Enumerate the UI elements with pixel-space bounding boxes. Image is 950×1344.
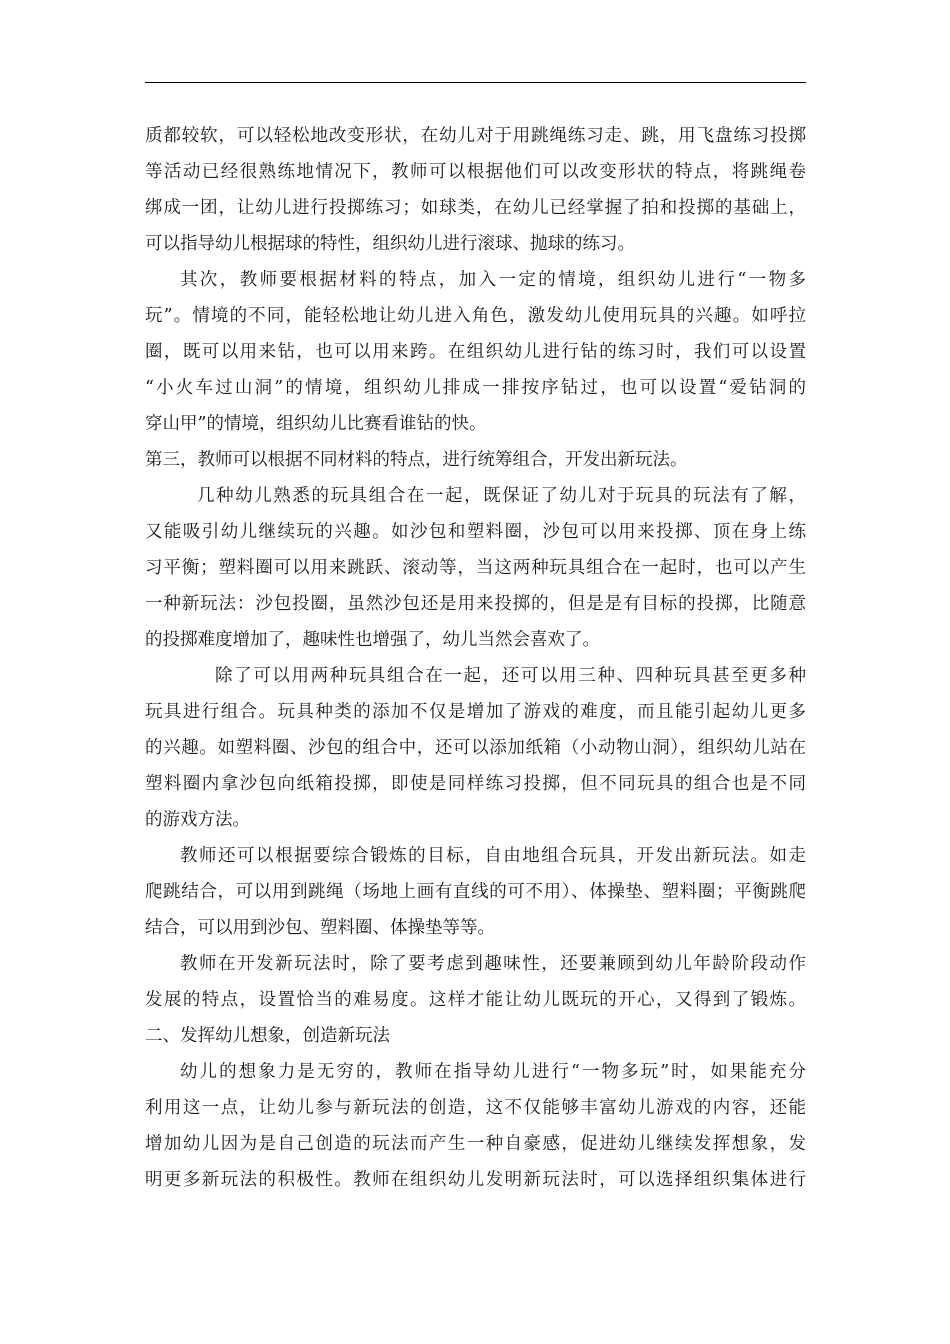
header-rule: [145, 82, 806, 83]
text-line: “小火车过山洞”的情境，组织幼儿排成一排按序钻过，也可以设置“爱钻洞的: [145, 378, 806, 398]
text-line: 一种新玩法：沙包投圈，虽然沙包还是用来投掷的，但是是有目标的投掷，比随意: [145, 594, 806, 614]
text-line: 绑成一团，让幼儿进行投掷练习；如球类，在幼儿已经掌握了拍和投掷的基础上，: [145, 198, 806, 218]
section-heading: 二、发挥幼儿想象，创造新玩法: [145, 1026, 390, 1046]
text-line: 的游戏方法。: [145, 810, 250, 830]
text-line: 爬跳结合，可以用到跳绳（场地上画有直线的可不用）、体操垫、塑料圈；平衡跳爬: [145, 882, 806, 902]
text-line: 第三，教师可以根据不同材料的特点，进行统筹组合，开发出新玩法。: [145, 450, 688, 470]
text-line: 的投掷难度增加了，趣味性也增强了，幼儿当然会喜欢了。: [145, 630, 600, 650]
text-line: 的兴趣。如塑料圈、沙包的组合中，还可以添加纸箱（小动物山洞），组织幼儿站在: [145, 738, 806, 758]
body-text: [145, 118, 806, 1198]
text-line: 除了可以用两种玩具组合在一起，还可以用三种、四种玩具甚至更多种: [215, 666, 806, 686]
text-line: 幼儿的想象力是无穷的，教师在指导幼儿进行“一物多玩”时，如果能充分: [180, 1062, 806, 1082]
text-line: 塑料圈内拿沙包向纸箱投掷，即使是同样练习投掷，但不同玩具的组合也是不同: [145, 774, 806, 794]
text-line: 其次，教师要根据材料的特点，加入一定的情境，组织幼儿进行“一物多: [180, 270, 806, 290]
text-line: 利用这一点，让幼儿参与新玩法的创造，这不仅能够丰富幼儿游戏的内容，还能: [145, 1098, 806, 1118]
text-line: 玩”。情境的不同，能轻松地让幼儿进入角色，激发幼儿使用玩具的兴趣。如呼拉: [145, 306, 806, 326]
text-line: 发展的特点，设置恰当的难易度。这样才能让幼儿既玩的开心，又得到了锻炼。: [145, 990, 806, 1010]
text-line: 结合，可以用到沙包、塑料圈、体操垫等等。: [145, 918, 495, 938]
text-line: 圈，既可以用来钻，也可以用来跨。在组织幼儿进行钻的练习时，我们可以设置: [145, 342, 806, 362]
text-line: 教师还可以根据要综合锻炼的目标，自由地组合玩具，开发出新玩法。如走: [180, 846, 806, 866]
text-line: 等活动已经很熟练地情况下，教师可以根据他们可以改变形状的特点，将跳绳卷: [145, 162, 806, 182]
text-line: 玩具进行组合。玩具种类的添加不仅是增加了游戏的难度，而且能引起幼儿更多: [145, 702, 806, 722]
text-line: 教师在开发新玩法时，除了要考虑到趣味性，还要兼顾到幼儿年龄阶段动作: [180, 954, 806, 974]
text-line: 明更多新玩法的积极性。教师在组织幼儿发明新玩法时，可以选择组织集体进行: [145, 1170, 806, 1190]
text-line: 穿山甲”的情境，组织幼儿比赛看谁钻的快。: [145, 414, 487, 434]
text-line: 可以指导幼儿根据球的特性，组织幼儿进行滚球、抛球的练习。: [145, 234, 635, 254]
text-line: 增加幼儿因为是自己创造的玩法而产生一种自豪感，促进幼儿继续发挥想象，发: [145, 1134, 806, 1154]
text-line: 几种幼儿熟悉的玩具组合在一起，既保证了幼儿对于玩具的玩法有了解，: [197, 486, 806, 506]
text-line: 质都较软，可以轻松地改变形状，在幼儿对于用跳绳练习走、跳，用飞盘练习投掷: [145, 126, 806, 146]
text-line: 又能吸引幼儿继续玩的兴趣。如沙包和塑料圈，沙包可以用来投掷、顶在身上练: [145, 522, 806, 542]
text-line: 习平衡；塑料圈可以用来跳跃、滚动等，当这两种玩具组合在一起时，也可以产生: [145, 558, 806, 578]
